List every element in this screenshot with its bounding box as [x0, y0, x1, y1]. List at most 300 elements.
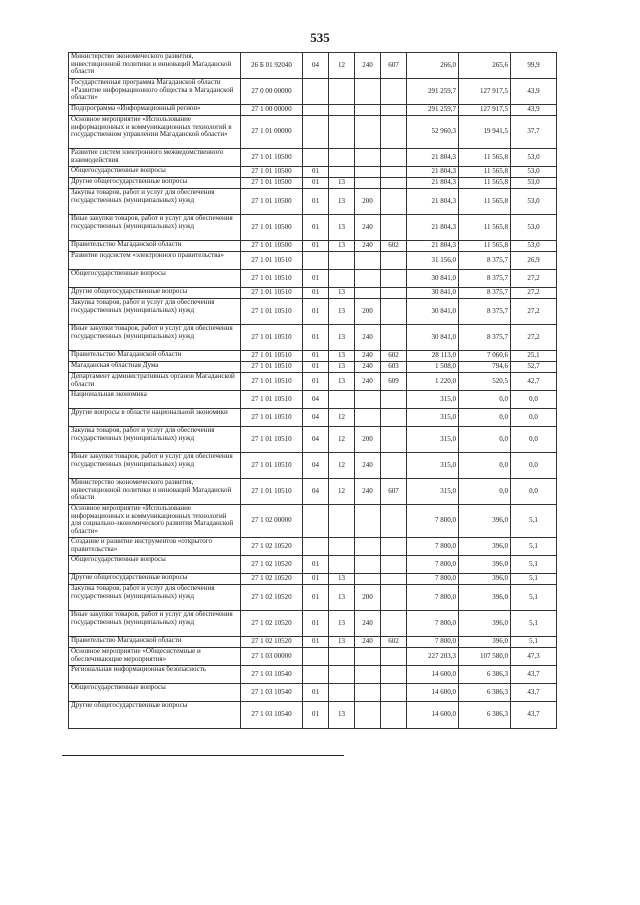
row-name: Региональная информационная безопасность	[69, 666, 241, 684]
row-subsection-code: 13	[329, 362, 355, 373]
row-expense-type	[355, 538, 381, 556]
row-plan-value: 21 804,3	[407, 215, 459, 241]
row-subsection-code: 13	[329, 215, 355, 241]
row-actual-value: 6 386,3	[459, 684, 511, 702]
row-subsection-code	[329, 116, 355, 149]
row-administrator-code	[381, 702, 407, 729]
row-actual-value: 8 375,7	[459, 270, 511, 288]
row-administrator-code: 607	[381, 479, 407, 505]
row-administrator-code	[381, 215, 407, 241]
row-percent: 53,0	[511, 189, 557, 215]
row-percent: 43,7	[511, 684, 557, 702]
table-row	[69, 666, 557, 684]
row-expense-type	[355, 79, 381, 105]
row-section-code: 01	[303, 637, 329, 648]
row-administrator-code	[381, 189, 407, 215]
row-administrator-code	[381, 116, 407, 149]
row-percent: 5,1	[511, 637, 557, 648]
table-row	[69, 556, 557, 574]
row-subsection-code: 12	[329, 427, 355, 453]
table-row	[69, 505, 557, 538]
row-section-code: 01	[303, 241, 329, 252]
row-administrator-code	[381, 453, 407, 479]
table-row	[69, 167, 557, 178]
row-administrator-code	[381, 288, 407, 299]
row-subsection-code: 13	[329, 189, 355, 215]
row-section-code: 01	[303, 270, 329, 288]
row-section-code	[303, 666, 329, 684]
row-expense-type	[355, 556, 381, 574]
row-plan-value: 28 113,0	[407, 351, 459, 362]
table-row	[69, 149, 557, 167]
row-plan-value: 1 508,0	[407, 362, 459, 373]
row-plan-value: 7 800,0	[407, 538, 459, 556]
row-section-code	[303, 538, 329, 556]
row-plan-value: 21 804,3	[407, 149, 459, 167]
row-name: Правительство Магаданской области	[69, 637, 241, 648]
row-target-code: 27 1 03 10540	[241, 666, 303, 684]
row-percent: 43,9	[511, 105, 557, 116]
row-actual-value: 11 565,8	[459, 189, 511, 215]
row-target-code: 27 1 03 10540	[241, 684, 303, 702]
row-plan-value: 227 203,3	[407, 648, 459, 666]
row-expense-type: 240	[355, 215, 381, 241]
row-administrator-code	[381, 505, 407, 538]
row-name: Общегосударственные вопросы	[69, 167, 241, 178]
row-subsection-code: 13	[329, 574, 355, 585]
table-row	[69, 648, 557, 666]
row-name: Департамент административных органов Магаданской области	[69, 373, 241, 391]
row-actual-value: 396,0	[459, 505, 511, 538]
row-percent: 27,2	[511, 270, 557, 288]
row-administrator-code	[381, 427, 407, 453]
row-expense-type	[355, 105, 381, 116]
row-expense-type	[355, 252, 381, 270]
row-actual-value: 794,6	[459, 362, 511, 373]
row-expense-type	[355, 288, 381, 299]
row-section-code: 01	[303, 178, 329, 189]
row-administrator-code	[381, 684, 407, 702]
row-plan-value: 30 841,0	[407, 270, 459, 288]
row-section-code: 01	[303, 351, 329, 362]
row-plan-value: 7 800,0	[407, 574, 459, 585]
row-actual-value: 8 375,7	[459, 299, 511, 325]
row-plan-value: 21 804,3	[407, 189, 459, 215]
row-plan-value: 21 804,3	[407, 167, 459, 178]
row-plan-value: 14 600,0	[407, 684, 459, 702]
row-section-code: 04	[303, 391, 329, 409]
table-row	[69, 241, 557, 252]
row-target-code: 27 1 01 10500	[241, 167, 303, 178]
row-actual-value: 0,0	[459, 427, 511, 453]
row-target-code: 27 1 00 00000	[241, 105, 303, 116]
row-actual-value: 11 565,8	[459, 167, 511, 178]
table-row	[69, 611, 557, 637]
row-name: Иные закупки товаров, работ и услуг для обеспечения государственных (муниципальных) нужд	[69, 611, 241, 637]
row-plan-value: 7 800,0	[407, 556, 459, 574]
table-row	[69, 538, 557, 556]
row-subsection-code: 13	[329, 585, 355, 611]
row-target-code: 27 1 01 10500	[241, 215, 303, 241]
row-plan-value: 30 841,0	[407, 299, 459, 325]
row-expense-type	[355, 178, 381, 189]
row-actual-value: 396,0	[459, 538, 511, 556]
row-name: Основное мероприятие «Использование информационных и коммуникационных технологий для социально-экономического развития Магаданской области»	[69, 505, 241, 538]
row-name: Закупка товаров, работ и услуг для обеспечения государственных (муниципальных) нужд	[69, 427, 241, 453]
row-percent: 52,7	[511, 362, 557, 373]
row-section-code: 01	[303, 189, 329, 215]
row-subsection-code: 13	[329, 325, 355, 351]
row-subsection-code: 12	[329, 53, 355, 79]
row-name: Другие общегосударственные вопросы	[69, 702, 241, 729]
page-number: 535	[310, 30, 330, 45]
row-name: Другие общегосударственные вопросы	[69, 574, 241, 585]
row-plan-value: 14 600,0	[407, 666, 459, 684]
row-expense-type: 240	[355, 453, 381, 479]
row-name: Закупка товаров, работ и услуг для обеспечения государственных (муниципальных) нужд	[69, 585, 241, 611]
row-percent: 53,0	[511, 241, 557, 252]
row-subsection-code	[329, 391, 355, 409]
row-target-code: 27 1 02 10520	[241, 538, 303, 556]
row-section-code	[303, 252, 329, 270]
row-plan-value: 315,0	[407, 479, 459, 505]
table-row	[69, 585, 557, 611]
row-section-code: 01	[303, 362, 329, 373]
row-expense-type: 240	[355, 362, 381, 373]
table-row	[69, 288, 557, 299]
row-expense-type: 240	[355, 241, 381, 252]
row-actual-value: 0,0	[459, 453, 511, 479]
row-percent: 5,1	[511, 556, 557, 574]
row-subsection-code: 13	[329, 351, 355, 362]
row-expense-type: 240	[355, 373, 381, 391]
row-target-code: 27 1 01 10510	[241, 299, 303, 325]
row-actual-value: 11 565,8	[459, 215, 511, 241]
row-name: Другие общегосударственные вопросы	[69, 178, 241, 189]
row-administrator-code	[381, 585, 407, 611]
table-row	[69, 637, 557, 648]
row-name: Национальная экономика	[69, 391, 241, 409]
row-section-code: 01	[303, 288, 329, 299]
row-percent: 99,9	[511, 53, 557, 79]
row-subsection-code: 12	[329, 409, 355, 427]
table-row	[69, 270, 557, 288]
row-expense-type	[355, 391, 381, 409]
row-expense-type: 240	[355, 53, 381, 79]
row-percent: 5,1	[511, 505, 557, 538]
row-percent: 5,1	[511, 585, 557, 611]
row-plan-value: 315,0	[407, 391, 459, 409]
row-section-code	[303, 116, 329, 149]
table-body	[69, 53, 557, 729]
row-target-code: 27 1 03 00000	[241, 648, 303, 666]
bottom-rule	[62, 755, 344, 756]
row-plan-value: 52 960,3	[407, 116, 459, 149]
row-administrator-code: 602	[381, 351, 407, 362]
row-percent: 53,0	[511, 215, 557, 241]
row-section-code	[303, 149, 329, 167]
row-subsection-code: 13	[329, 178, 355, 189]
row-percent: 43,7	[511, 666, 557, 684]
row-target-code: 27 0 00 00000	[241, 79, 303, 105]
row-subsection-code: 13	[329, 611, 355, 637]
row-administrator-code	[381, 648, 407, 666]
row-percent: 53,0	[511, 167, 557, 178]
row-name: Основное мероприятие «Общесистемные и обеспечивающие мероприятия»	[69, 648, 241, 666]
row-name: Развитие подсистем «электронного правительства»	[69, 252, 241, 270]
row-subsection-code	[329, 648, 355, 666]
row-target-code: 27 1 02 10520	[241, 611, 303, 637]
row-percent: 43,7	[511, 702, 557, 729]
row-actual-value: 127 917,5	[459, 105, 511, 116]
row-name: Развитие систем электронного межведомственного взаимодействия	[69, 149, 241, 167]
row-expense-type	[355, 270, 381, 288]
row-administrator-code	[381, 252, 407, 270]
row-expense-type: 200	[355, 427, 381, 453]
row-administrator-code	[381, 391, 407, 409]
row-subsection-code	[329, 167, 355, 178]
table-row	[69, 105, 557, 116]
row-plan-value: 30 841,0	[407, 288, 459, 299]
row-section-code: 01	[303, 574, 329, 585]
table-row	[69, 702, 557, 729]
table-row	[69, 53, 557, 79]
row-name: Иные закупки товаров, работ и услуг для обеспечения государственных (муниципальных) нужд	[69, 325, 241, 351]
row-expense-type	[355, 167, 381, 178]
row-actual-value: 0,0	[459, 409, 511, 427]
row-target-code: 27 1 01 10510	[241, 479, 303, 505]
row-actual-value: 265,6	[459, 53, 511, 79]
row-subsection-code	[329, 149, 355, 167]
row-actual-value: 19 941,5	[459, 116, 511, 149]
row-plan-value: 7 800,0	[407, 637, 459, 648]
row-percent: 53,0	[511, 149, 557, 167]
row-target-code: 27 1 01 10510	[241, 288, 303, 299]
row-actual-value: 396,0	[459, 637, 511, 648]
row-subsection-code: 13	[329, 288, 355, 299]
row-actual-value: 7 060,6	[459, 351, 511, 362]
row-name: Министерство экономического развития, инвестиционной политики и инноваций Магаданской области	[69, 479, 241, 505]
row-subsection-code	[329, 556, 355, 574]
row-target-code: 27 1 01 10510	[241, 351, 303, 362]
row-subsection-code: 13	[329, 299, 355, 325]
row-section-code: 04	[303, 427, 329, 453]
row-target-code: 27 1 01 10510	[241, 391, 303, 409]
row-subsection-code: 12	[329, 453, 355, 479]
row-subsection-code: 13	[329, 373, 355, 391]
row-percent: 53,0	[511, 178, 557, 189]
row-name: Другие общегосударственные вопросы	[69, 288, 241, 299]
row-target-code: 27 1 01 10510	[241, 270, 303, 288]
row-plan-value: 315,0	[407, 409, 459, 427]
row-target-code: 27 1 01 10510	[241, 453, 303, 479]
row-section-code: 01	[303, 167, 329, 178]
row-target-code: 27 1 02 10520	[241, 574, 303, 585]
table-row	[69, 116, 557, 149]
row-actual-value: 0,0	[459, 479, 511, 505]
table-row	[69, 409, 557, 427]
row-plan-value: 7 800,0	[407, 585, 459, 611]
row-administrator-code	[381, 574, 407, 585]
row-target-code: 27 1 03 10540	[241, 702, 303, 729]
table-row	[69, 325, 557, 351]
table-row	[69, 373, 557, 391]
row-percent: 47,3	[511, 648, 557, 666]
row-plan-value: 14 600,0	[407, 702, 459, 729]
row-name: Подпрограмма «Информационный регион»	[69, 105, 241, 116]
row-percent: 5,1	[511, 611, 557, 637]
row-administrator-code	[381, 178, 407, 189]
row-plan-value: 291 259,7	[407, 79, 459, 105]
row-target-code: 27 1 02 10520	[241, 556, 303, 574]
row-name: Иные закупки товаров, работ и услуг для обеспечения государственных (муниципальных) нужд	[69, 215, 241, 241]
row-actual-value: 520,5	[459, 373, 511, 391]
row-percent: 26,9	[511, 252, 557, 270]
row-percent: 0,0	[511, 453, 557, 479]
row-subsection-code	[329, 684, 355, 702]
row-target-code: 27 1 01 10510	[241, 409, 303, 427]
row-percent: 27,2	[511, 288, 557, 299]
row-subsection-code	[329, 538, 355, 556]
table-row	[69, 178, 557, 189]
row-expense-type: 240	[355, 637, 381, 648]
row-target-code: 27 1 01 10510	[241, 373, 303, 391]
row-administrator-code	[381, 299, 407, 325]
row-plan-value: 291 259,7	[407, 105, 459, 116]
row-section-code	[303, 105, 329, 116]
table-row	[69, 453, 557, 479]
row-plan-value: 21 804,3	[407, 178, 459, 189]
row-section-code: 04	[303, 53, 329, 79]
table-row	[69, 351, 557, 362]
row-administrator-code: 607	[381, 53, 407, 79]
row-percent: 27,2	[511, 325, 557, 351]
row-actual-value: 8 375,7	[459, 252, 511, 270]
row-expense-type	[355, 574, 381, 585]
row-target-code: 27 1 02 10520	[241, 637, 303, 648]
table-row	[69, 362, 557, 373]
row-target-code: 26 Б 01 92040	[241, 53, 303, 79]
row-administrator-code	[381, 79, 407, 105]
row-section-code: 01	[303, 585, 329, 611]
row-actual-value: 11 565,8	[459, 241, 511, 252]
table-row	[69, 479, 557, 505]
row-percent: 0,0	[511, 391, 557, 409]
row-administrator-code	[381, 666, 407, 684]
row-name: Правительство Магаданской области	[69, 241, 241, 252]
row-plan-value: 7 800,0	[407, 505, 459, 538]
row-subsection-code: 13	[329, 702, 355, 729]
row-name: Основное мероприятие «Использование информационных и коммуникационных технологий в государственном управлении Магаданской области»	[69, 116, 241, 149]
row-section-code: 01	[303, 215, 329, 241]
row-administrator-code: 603	[381, 362, 407, 373]
row-percent: 0,0	[511, 409, 557, 427]
row-plan-value: 21 804,3	[407, 241, 459, 252]
row-administrator-code: 609	[381, 373, 407, 391]
row-administrator-code	[381, 538, 407, 556]
row-administrator-code	[381, 611, 407, 637]
row-actual-value: 127 917,5	[459, 79, 511, 105]
row-expense-type: 240	[355, 325, 381, 351]
row-name: Общегосударственные вопросы	[69, 684, 241, 702]
row-subsection-code	[329, 666, 355, 684]
row-actual-value: 8 375,7	[459, 288, 511, 299]
table-row	[69, 189, 557, 215]
row-administrator-code	[381, 556, 407, 574]
row-actual-value: 11 565,8	[459, 149, 511, 167]
row-section-code: 01	[303, 556, 329, 574]
row-plan-value: 30 841,0	[407, 325, 459, 351]
row-target-code: 27 1 01 10510	[241, 427, 303, 453]
row-section-code	[303, 79, 329, 105]
row-expense-type: 200	[355, 585, 381, 611]
row-target-code: 27 1 01 00000	[241, 116, 303, 149]
row-plan-value: 31 156,0	[407, 252, 459, 270]
row-expense-type: 200	[355, 299, 381, 325]
table-row	[69, 252, 557, 270]
row-percent: 5,1	[511, 574, 557, 585]
row-name: Общегосударственные вопросы	[69, 556, 241, 574]
row-percent: 43,9	[511, 79, 557, 105]
row-percent: 5,1	[511, 538, 557, 556]
row-target-code: 27 1 01 10500	[241, 149, 303, 167]
row-section-code: 01	[303, 299, 329, 325]
row-section-code	[303, 505, 329, 538]
row-section-code: 01	[303, 702, 329, 729]
row-actual-value: 396,0	[459, 556, 511, 574]
row-section-code: 04	[303, 453, 329, 479]
row-name: Закупка товаров, работ и услуг для обеспечения государственных (муниципальных) нужд	[69, 189, 241, 215]
row-section-code	[303, 648, 329, 666]
row-administrator-code	[381, 149, 407, 167]
row-expense-type	[355, 666, 381, 684]
row-actual-value: 8 375,7	[459, 325, 511, 351]
row-percent: 27,2	[511, 299, 557, 325]
row-name: Правительство Магаданской области	[69, 351, 241, 362]
row-administrator-code	[381, 409, 407, 427]
row-name: Общегосударственные вопросы	[69, 270, 241, 288]
row-section-code: 01	[303, 684, 329, 702]
row-administrator-code	[381, 270, 407, 288]
table-row	[69, 79, 557, 105]
row-expense-type	[355, 648, 381, 666]
row-expense-type	[355, 702, 381, 729]
row-target-code: 27 1 01 10510	[241, 362, 303, 373]
row-section-code: 01	[303, 373, 329, 391]
table-row	[69, 574, 557, 585]
row-subsection-code: 13	[329, 637, 355, 648]
row-administrator-code	[381, 325, 407, 351]
row-subsection-code	[329, 105, 355, 116]
row-percent: 0,0	[511, 479, 557, 505]
row-actual-value: 6 386,3	[459, 702, 511, 729]
row-subsection-code	[329, 270, 355, 288]
row-actual-value: 396,0	[459, 585, 511, 611]
row-plan-value: 1 220,0	[407, 373, 459, 391]
row-percent: 42,7	[511, 373, 557, 391]
table-row	[69, 684, 557, 702]
row-plan-value: 315,0	[407, 453, 459, 479]
row-expense-type	[355, 116, 381, 149]
row-subsection-code: 12	[329, 479, 355, 505]
row-subsection-code: 13	[329, 241, 355, 252]
row-actual-value: 396,0	[459, 574, 511, 585]
row-target-code: 27 1 01 10500	[241, 241, 303, 252]
row-actual-value: 107 580,0	[459, 648, 511, 666]
row-administrator-code	[381, 167, 407, 178]
row-target-code: 27 1 02 10520	[241, 585, 303, 611]
table-row	[69, 215, 557, 241]
